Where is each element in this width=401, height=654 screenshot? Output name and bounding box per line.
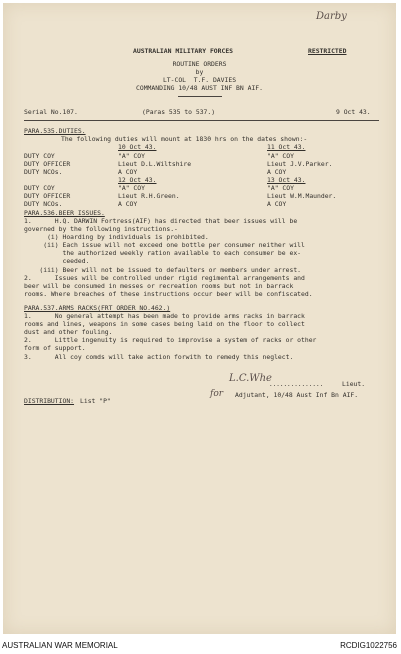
duty-value: A COY bbox=[267, 200, 287, 208]
duty-value: A COY bbox=[267, 168, 287, 176]
para-536-line: beer will be consumed in messes or recreation rooms but not in barrack bbox=[24, 282, 294, 290]
para-536-line: governed by the following instructions.- bbox=[24, 225, 178, 233]
para-536-line: ceeded. bbox=[24, 257, 90, 265]
duty-date-1: 10 Oct 43. bbox=[118, 143, 157, 151]
signature-rank: Lieut. bbox=[342, 380, 366, 388]
classification-marking: RESTRICTED bbox=[308, 47, 347, 55]
doc-type: ROUTINE ORDERS bbox=[172, 60, 227, 68]
distribution-label: DISTRIBUTION: bbox=[24, 397, 75, 405]
para-536-line: (i) Hoarding by individuals is prohibited. bbox=[24, 233, 209, 241]
duty-label: DUTY COY bbox=[24, 152, 55, 160]
para-537-line: 2. Little ingenuity is required to improvise a system of racks or other bbox=[24, 336, 317, 344]
duty-value: A COY bbox=[118, 168, 138, 176]
footer-id: RCDIG1022756 bbox=[340, 641, 397, 650]
serial-number: Serial No.107. bbox=[24, 108, 78, 116]
duty-label: DUTY NCOs. bbox=[24, 200, 63, 208]
duty-label: DUTY OFFICER bbox=[24, 192, 71, 200]
para-536-line: rooms. Where breaches of these instructions occur beer will be confiscated. bbox=[24, 290, 313, 298]
duty-date-2: 11 Oct 43. bbox=[267, 143, 306, 151]
para-537-line: form of support. bbox=[24, 344, 86, 352]
footer-source: AUSTRALIAN WAR MEMORIAL bbox=[2, 641, 118, 650]
duty-value: "A" COY bbox=[267, 152, 294, 160]
para-536-line: (iii) Beer will not be issued to defaulters or members under arrest. bbox=[24, 266, 302, 274]
para-537-line: 1. No general attempt has been made to provide arms racks in barrack bbox=[24, 312, 305, 320]
duty-label: DUTY OFFICER bbox=[24, 160, 71, 168]
distribution-value: List "P" bbox=[80, 397, 111, 405]
corner-handwritten-note: Darby bbox=[316, 11, 347, 22]
signature-for: for bbox=[210, 389, 224, 399]
para-537-line: rooms and lines, weapons in some cases being laid on the floor to collect bbox=[24, 320, 305, 328]
duty-value: Lieut W.M.Maunder. bbox=[267, 192, 337, 200]
para-536-line: 2. Issues will be controlled under rigid regimental arrangements and bbox=[24, 274, 305, 282]
duty-label: DUTY COY bbox=[24, 184, 55, 192]
para-537-line: dust and other fouling. bbox=[24, 328, 113, 336]
serial-divider bbox=[24, 120, 379, 121]
para-537-heading: PARA.537.ARMS RACKS(FRT ORDER NO.462.) bbox=[24, 304, 171, 312]
para-537-line: 3. All coy comds will take action forwith to remedy this neglect. bbox=[24, 353, 294, 361]
commanding-officer: LT-COL T.F. DAVIES bbox=[162, 76, 237, 84]
signature-appointment: Adjutant, 10/48 Aust Inf Bn AIF. bbox=[235, 391, 359, 399]
header-divider bbox=[178, 96, 222, 97]
para-535-heading: PARA.535.DUTIES. bbox=[24, 127, 86, 135]
duty-value: Lieut D.L.Wiltshire bbox=[118, 160, 192, 168]
by-line: by bbox=[195, 68, 204, 76]
duty-label: DUTY NCOs. bbox=[24, 168, 63, 176]
archive-footer bbox=[0, 637, 401, 654]
para-536-line: 1. H.Q. DARWIN Fortress(AIF) has directed that beer issues will be bbox=[24, 217, 298, 225]
doc-title: AUSTRALIAN MILITARY FORCES bbox=[133, 47, 234, 55]
serial-paras: (Paras 535 to 537.) bbox=[142, 108, 216, 116]
duty-value: "A" COY bbox=[118, 184, 145, 192]
para-536-line: the authorized weekly ration available to each consumer be ex- bbox=[24, 249, 302, 257]
duty-value: "A" COY bbox=[118, 152, 145, 160]
para-536-line: (ii) Each issue will not exceed one bottle per consumer neither will bbox=[24, 241, 305, 249]
document-page: Darby AUSTRALIAN MILITARY FORCES RESTRICTED ROUTINE ORDERS by LT-COL T.F. DAVIES COMMANDING 10/48 AUST INF BN AIF. Serial No.107. (Paras 535 to 537.) 9 Oct 43. PARA.535.DUTIES. The following duties will mount at 1830 hrs on the dates shown:- 10 Oct 43. 11 Oct 43. DUTY COY "A" COY "A" COY DUTY OFFICER Lieut D.L.Wiltshire Lieut J.V.Parker. DUTY NCOs. A COY A COY 12 Oct 43. 13 Oct 43. DUTY COY "A" COY "A" COY DUTY OFFICER Lieut R.H.Green. Lieut W.M.Maunder. DUTY NCOs. A COY A COY PARA.536.BEER ISSUES. 1. H.Q. DARWIN Fortress(AIF) has directed that beer issues will be governed by the following instructions.- (i) Hoarding by individuals is prohibited. (ii) Each issue will not exceed one bottle per consumer neither will the authorized weekly ration available to each consumer be ex- ceeded. (iii) Beer will not be issued to defaulters or members under arrest. 2. Issues will be controlled under rigid regimental arrangements and beer will be consumed in messes or recreation rooms but not in barrack rooms. Where breaches of these instructions occur beer will be confiscated. PARA.537.ARMS RACKS(FRT ORDER NO.462.) 1. No general attempt has been made to provide arms racks in barrack rooms and lines, weapons in some cases being laid on the floor to collect dust and other fouling. 2. Little ingenuity is required to improvise a system of racks or other form of support. 3. All coy comds will take action forwith to remedy this neglect. L.C.Whe ............... Lieut. for Adjutant, 10/48 Aust Inf Bn AIF. DISTRIBUTION: List "P" bbox=[3, 3, 396, 634]
duty-date-3: 12 Oct 43. bbox=[118, 176, 157, 184]
duty-value: "A" COY bbox=[267, 184, 294, 192]
duty-value: Lieut R.H.Green. bbox=[118, 192, 180, 200]
duty-value: A COY bbox=[118, 200, 138, 208]
duty-value: Lieut J.V.Parker. bbox=[267, 160, 333, 168]
para-536-heading: PARA.536.BEER ISSUES. bbox=[24, 209, 105, 217]
para-535-intro: The following duties will mount at 1830 hrs on the dates shown:- bbox=[61, 135, 308, 143]
duty-date-4: 13 Oct 43. bbox=[267, 176, 306, 184]
commanding-unit: COMMANDING 10/48 AUST INF BN AIF. bbox=[136, 84, 263, 92]
serial-date: 9 Oct 43. bbox=[336, 108, 371, 116]
handwritten-signature: L.C.Whe bbox=[229, 373, 272, 384]
